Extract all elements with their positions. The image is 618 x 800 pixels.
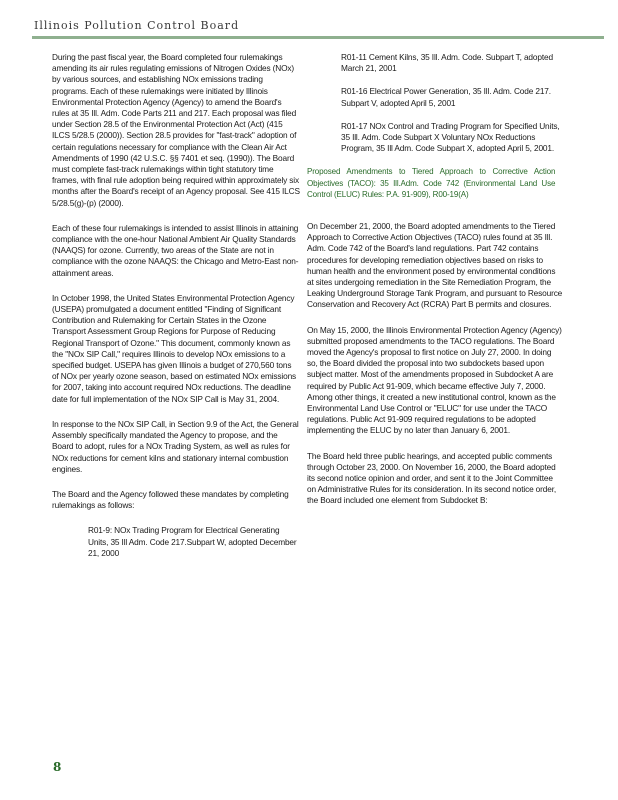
paragraph: During the past fiscal year, the Board completed four rulemakings amending its air rules regulating emissions of Nitrogen Oxides (NOx) by various sources, and establishing NOx emissions trading programs. Each of these rulemakings were initiated by Illinois Environmental Protection Agency (Agency) to amend the Board's rules at 35 Ill. Adm. Code Parts 211 and 217. Each proposal was filed under Section 28.5 of the Environmental Protection Act (Act) (415 ILCS 5/28.5 (2000)). Section 28.5 provides for "fast-track" adoption of certain regulations necessary for compliance with the Clean Air Act Amendments of 1990 (42 U.S.C. §§ 7401 et seq. (1990)). The Board must complete fast-track rulemakings within tight statutory time frames, with final rule adoption being required within approximately six months after the Board's receipt of an Agency proposal. See 415 ILCS 5/28.5(g)-(p) (2000).: [52, 52, 300, 208]
paragraph: In response to the NOx SIP Call, in Section 9.9 of the Act, the General Assembly specifically mandated the Agency to propose, and the Board to adopt, rules for a NOx Trading System, as well as rules for NOx reductions for cement kilns and stationary internal combustion engines.: [52, 418, 299, 474]
page-header: Illinois Pollution Control Board: [34, 19, 240, 32]
page-number: 8: [53, 760, 62, 774]
paragraph: On December 21, 2000, the Board adopted amendments to the Tiered Approach to Corrective Action Objectives (TACO) rules found at 35 Ill. Adm. Code 742 of the Board's land regulations. Part 742 contains procedures for developing remediation objectives based on risks to human health and the environment posed by environmental conditions at sites undergoing remediation in the Site Remediation Program, the Leaking Underground Storage Tank Program, and pursuant to Resource Conservation and Recovery Act (RCRA) Part B permits and closures.: [307, 220, 563, 310]
right-column: [307, 52, 563, 521]
paragraph: The Board held three public hearings, and accepted public comments through October 23, 2000. On November 16, 2000, the Board adopted its second notice opinion and order, and sent it to the Joint Committee on Administrative Rules for its consideration. In its second notice order, the Board included one element from Subdocket B:: [307, 450, 557, 506]
rulemaking-item: R01-9: NOx Trading Program for Electrical Generating Units, 35 Ill Adm. Code 217.Subpart W, adopted December 21, 2000: [88, 525, 297, 558]
paragraph: On May 15, 2000, the Illinois Environmental Protection Agency (Agency) submitted proposed amendments to the TACO regulations. The Board moved the Agency's proposal to first notice on July 27, 2000. In doing so, the Board divided the proposal into two subdockets based upon subject matter. Most of the amendments proposed in Subdocket A are required by Public Act 91-909, which became effective July 7, 2000. Among other things, it created a new institutional control, known as the Environmental Land Use Control or "ELUC" for use under the TACO regulations. Public Act 91-909 required regulations to be adopted implementing the ELUC by no later than January 6, 2001.: [307, 324, 562, 436]
section-heading: Proposed Amendments to Tiered Approach to Corrective Action Objectives (TACO): 35 Ill.Adm. Code 742 (Environmental Land Use Control (ELUC) Rules: P.A. 91-909), R00-19(A): [307, 166, 556, 200]
paragraph: Each of these four rulemakings is intended to assist Illinois in attaining compliance with the one-hour National Ambient Air Quality Standards (NAAQS) for ozone. Currently, two areas of the State are not in compliance with the ozone NAAQS: the Chicago and Metro-East non-attainment areas.: [52, 222, 299, 278]
rulemaking-item: R01-11 Cement Kilns, 35 Ill. Adm. Code. Subpart T, adopted March 21, 2001: [341, 52, 553, 74]
paragraph: In October 1998, the United States Environmental Protection Agency (USEPA) promulgated a document entitled "Finding of Significant Contribution and Rulemaking for Certain States in the Ozone Transport Assessment Group Regions for Purpose of Reducing Regional Transport of Ozone." This document, commonly known as the "NOx SIP Call," requires Illinois to develop NOx emissions to a specified budget. USEPA has given Illinois a budget of 270,560 tons of NOx per yearly ozone season, based on estimated NOx emissions for 2007, taking into account required NOx reductions. The deadline date for full implementation of the NOx SIP Call is May 31, 2004.: [52, 292, 297, 404]
paragraph: The Board and the Agency followed these mandates by completing rulemakings as follows:: [52, 488, 289, 511]
left-column: [52, 52, 300, 571]
rulemaking-item: R01-17 NOx Control and Trading Program for Specified Units, 35 Ill. Adm. Code Subpart X Voluntary NOx Reductions Program, 35 Ill Adm. Code Subpart X, adopted April 5, 2001.: [341, 120, 560, 154]
header-divider: [32, 36, 604, 39]
rulemaking-item: R01-16 Electrical Power Generation, 35 Ill. Adm. Code 217. Subpart V, adopted April 5, 2001: [341, 86, 551, 108]
